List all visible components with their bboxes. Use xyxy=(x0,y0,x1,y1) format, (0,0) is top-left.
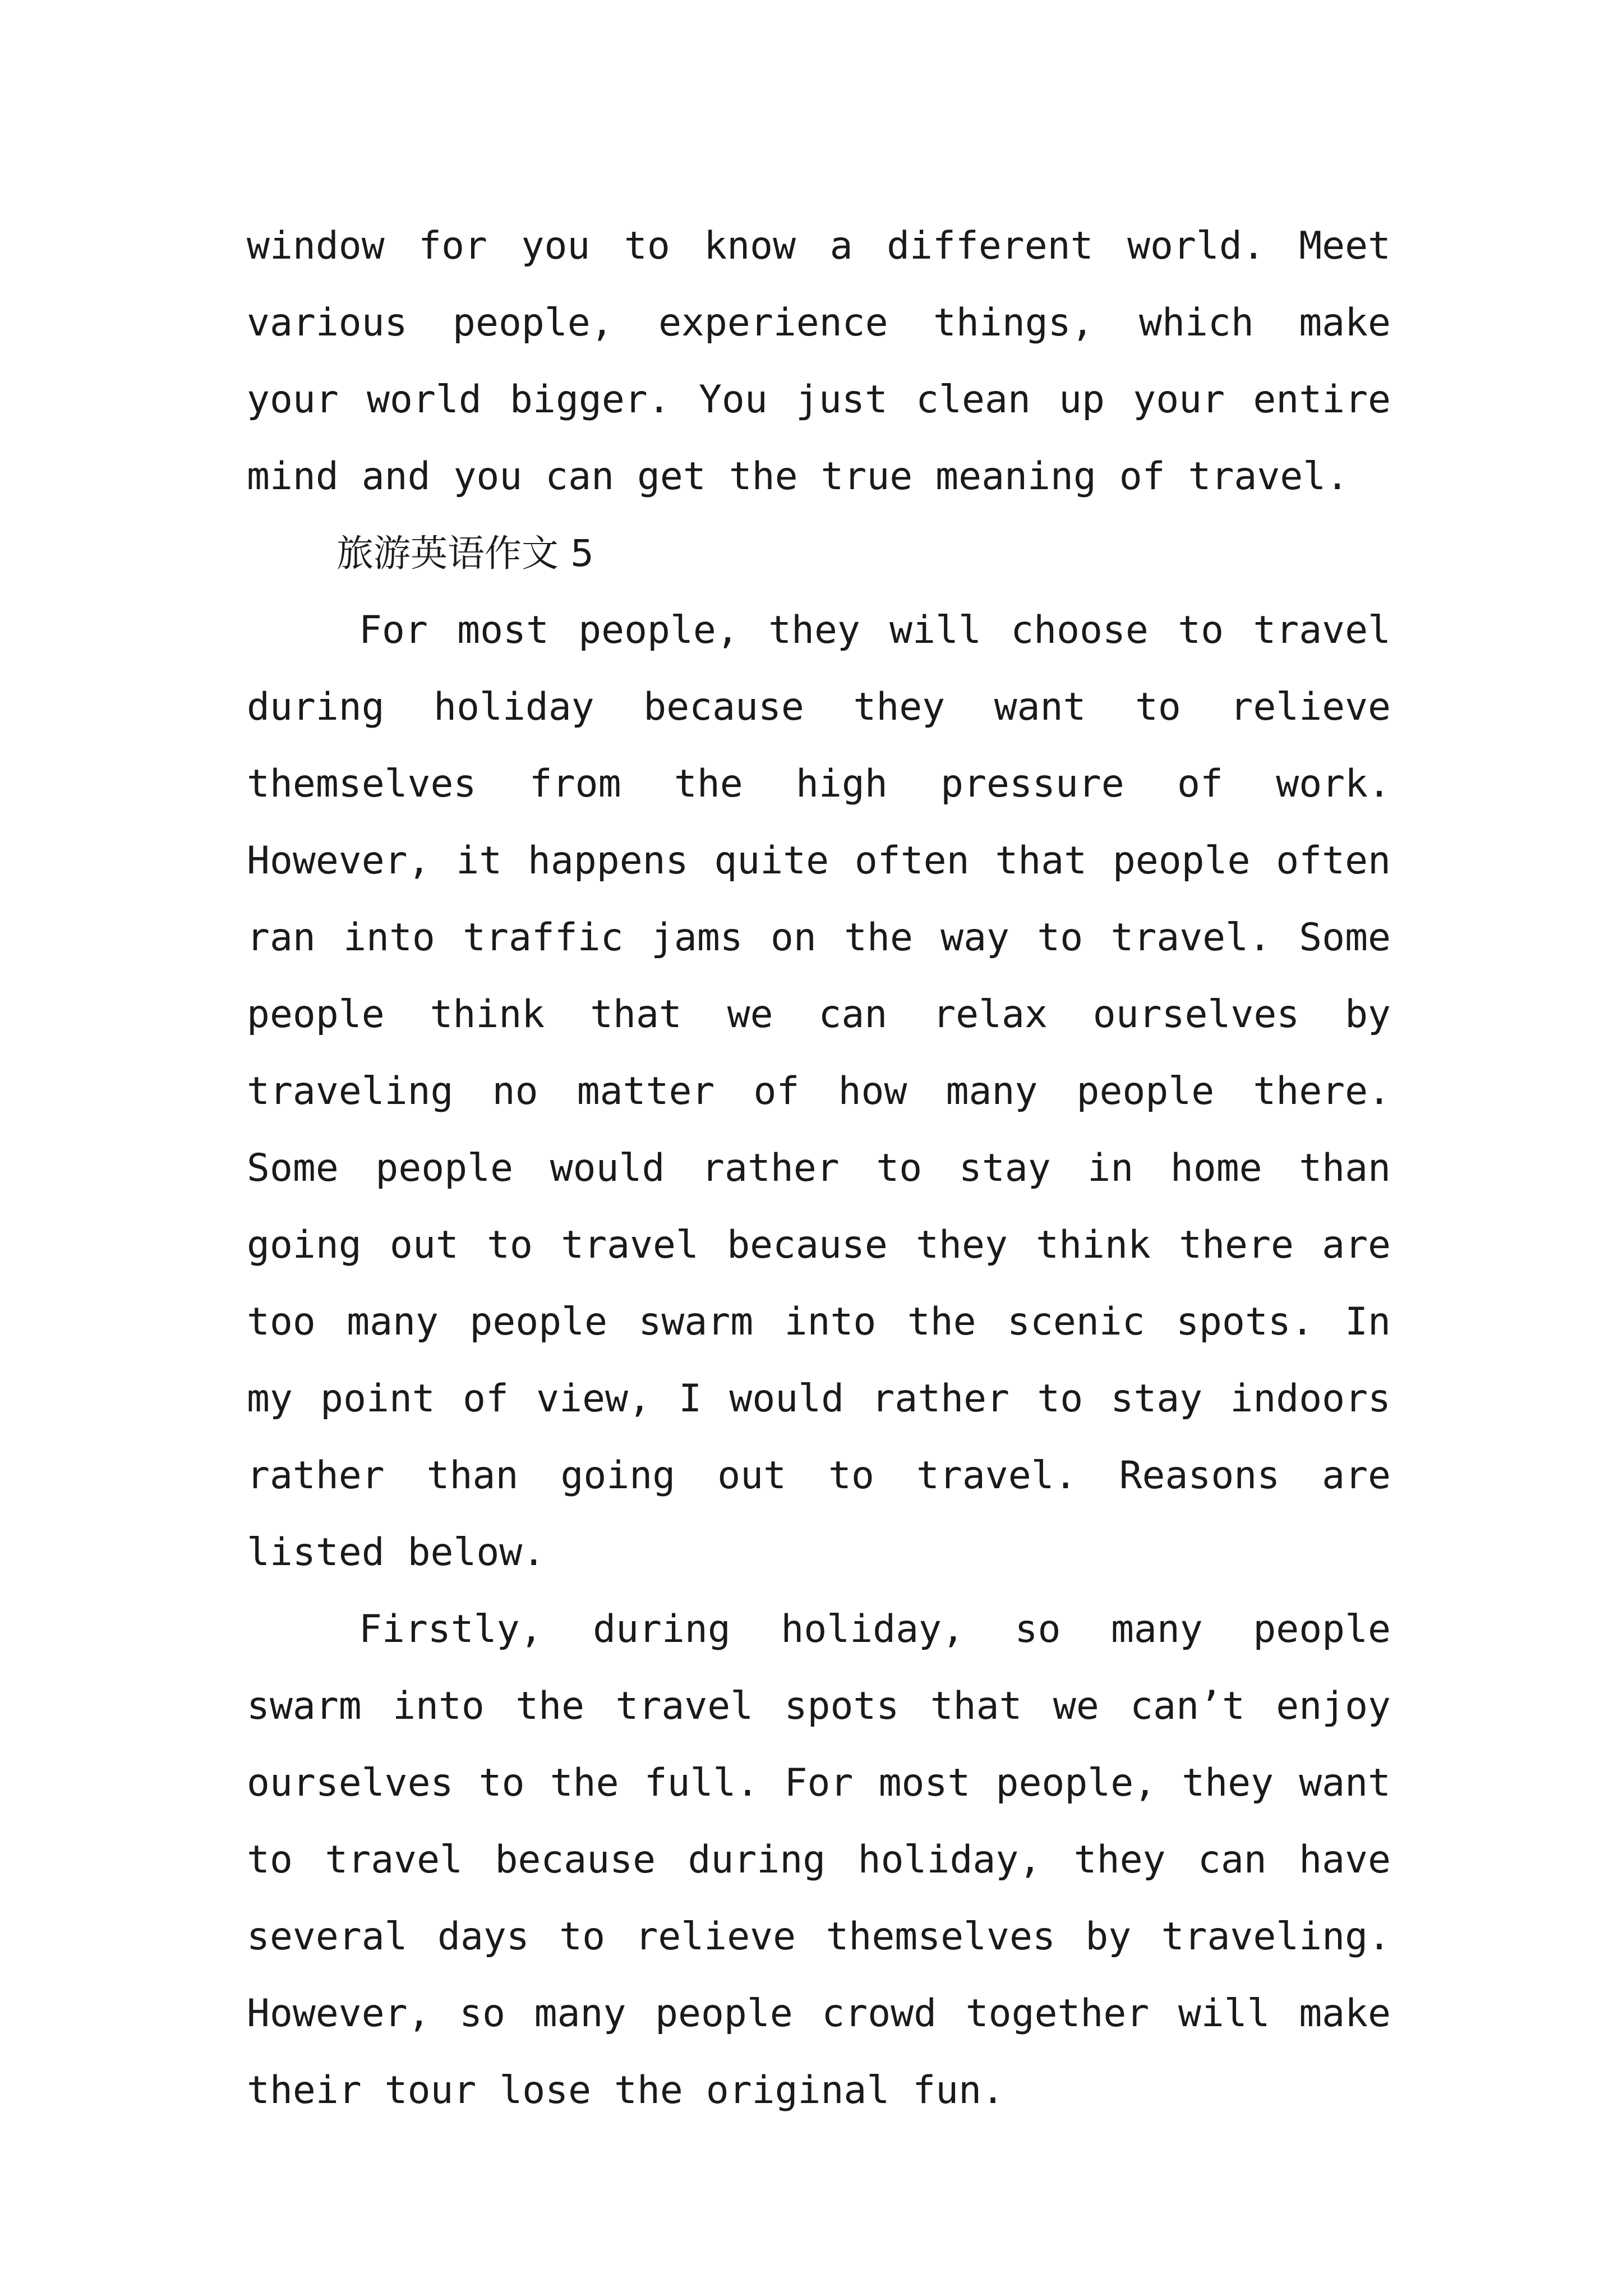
paragraph-continued: window for you to know a different world. Meet various people, experience things, which make your world bigger. You just clean up your entire mind and you can get the true meaning of travel. xyxy=(247,224,1391,499)
paragraph-intro: For most people, they will choose to travel during holiday because they want to relieve themselves from the high pressure of work. However, it happens quite often that people often ran into traffic jams on the way to travel. Some people think that we can relax ourselves by traveling no matter of how many people there. Some people would rather to stay in home than going out to travel because they think there are too many people swarm into the scenic spots. In my point of view, I would rather to stay indoors rather than going out to travel. Reasons are listed below. xyxy=(247,608,1391,1575)
paragraph-firstly: Firstly, during holiday, so many people swarm into the travel spots that we can’t enjoy ourselves to the full. For most people, they want to travel because during holiday, they can have several days to relieve themselves by traveling. However, so many people crowd together will make their tour lose the original fun. xyxy=(247,1607,1391,2113)
section-heading: 旅游英语作文 5 xyxy=(336,532,594,575)
document-content xyxy=(247,208,1391,2129)
